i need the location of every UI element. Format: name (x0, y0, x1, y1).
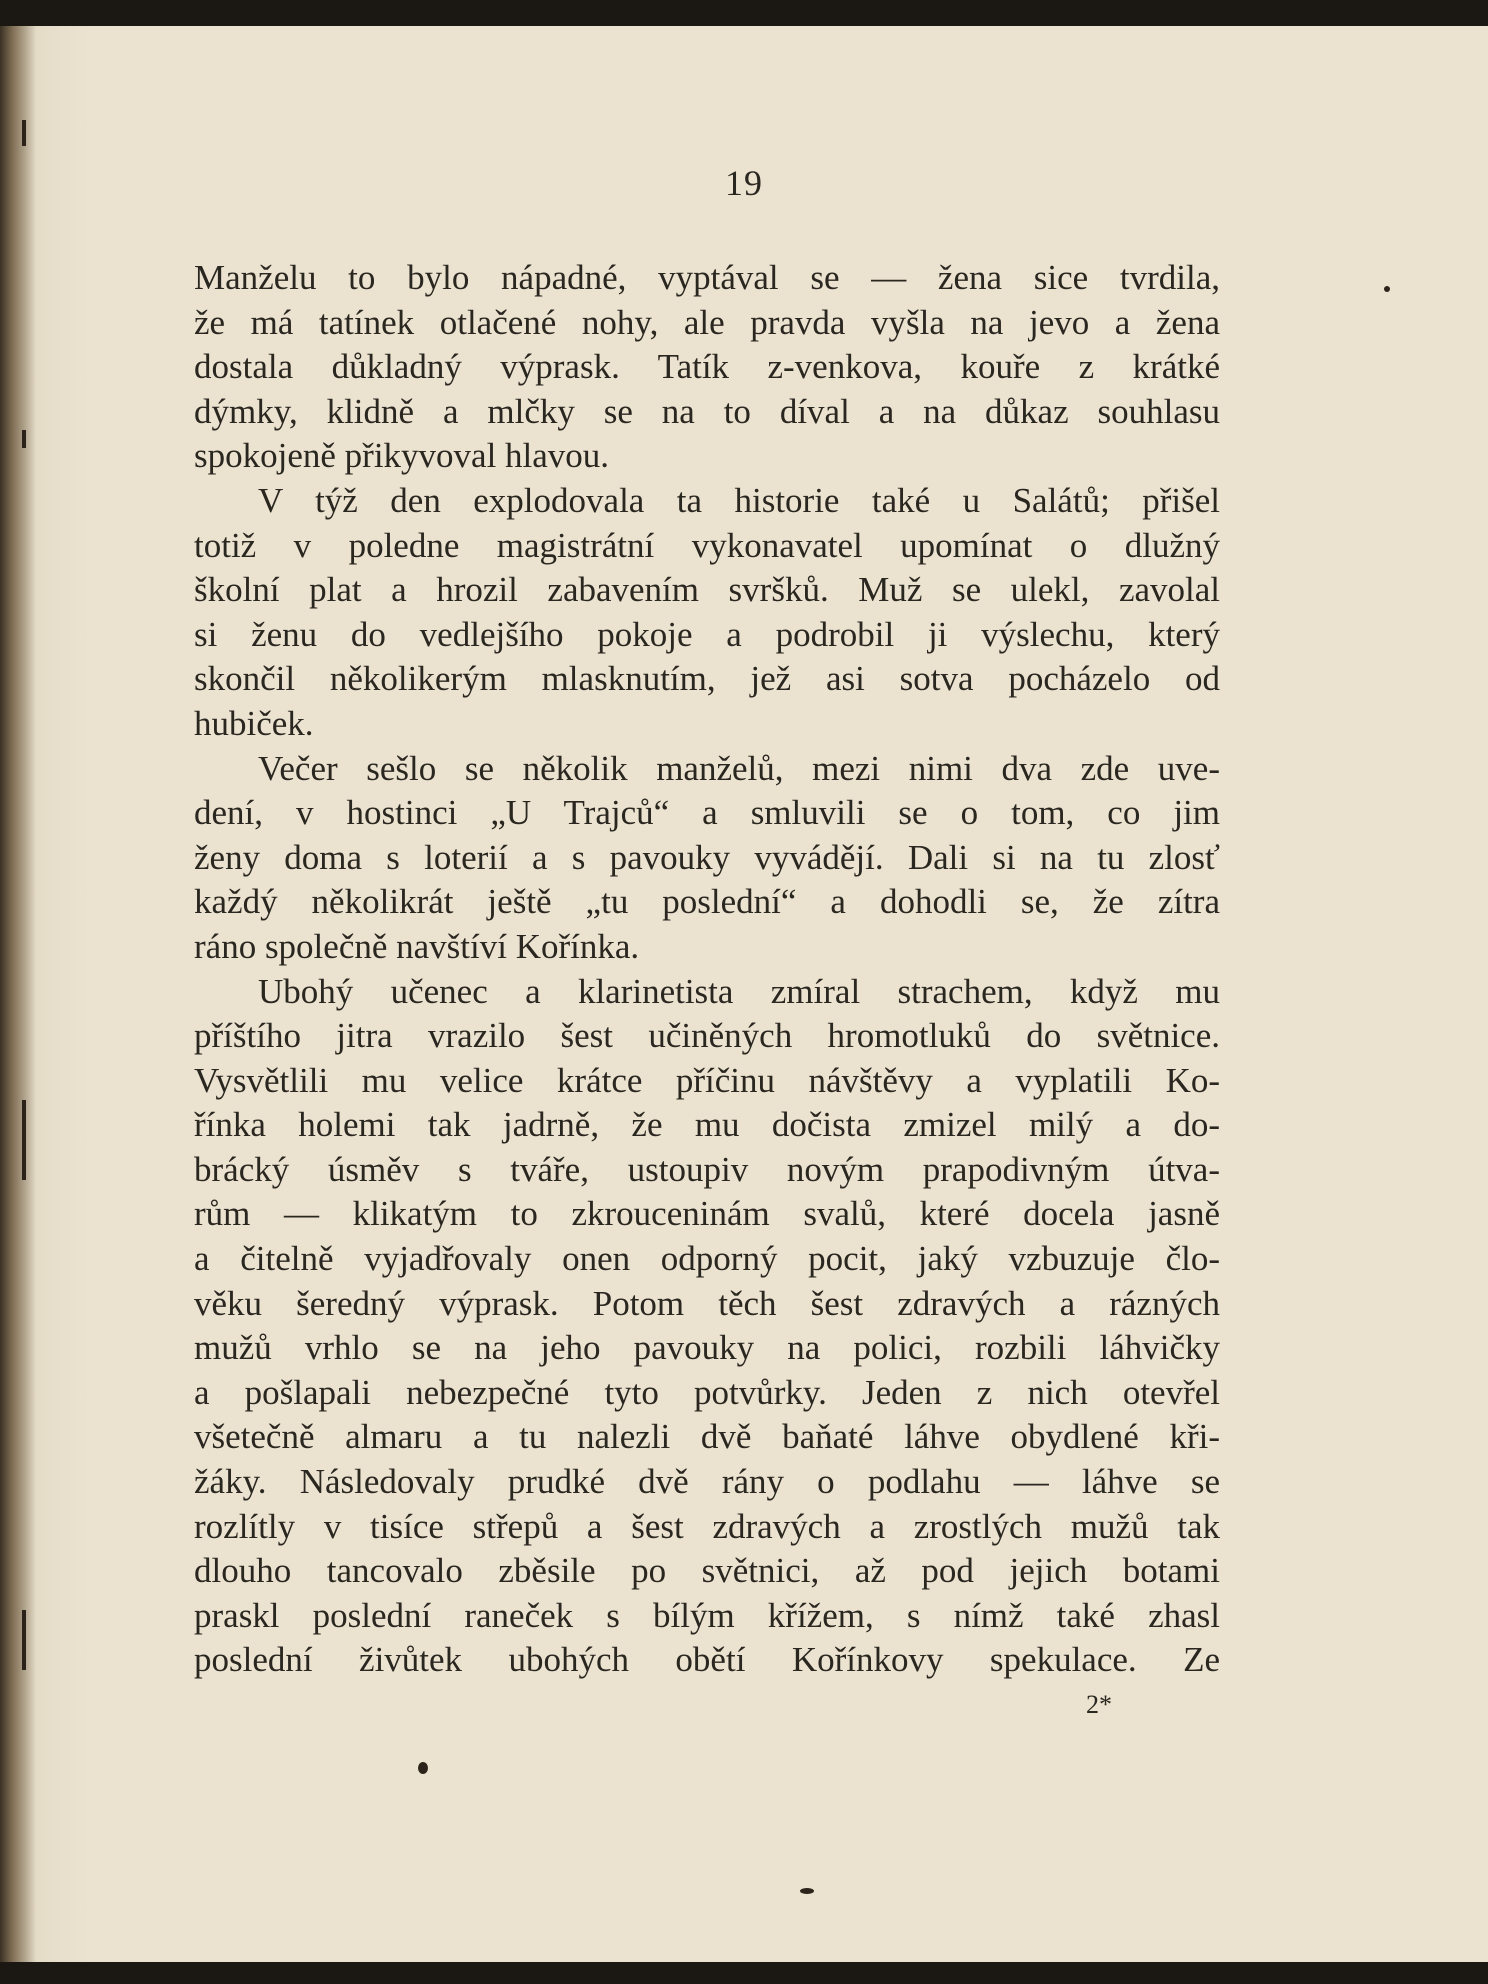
text-line: žáky. Následovaly prudké dvě rány o podlahu — láhve se (194, 1462, 1220, 1502)
text-line: totiž v poledne magistrátní vykonavatel upomínat o dlužný (194, 525, 1220, 565)
text-line: V týž den explodovala ta historie také u Salátů; přišel (258, 480, 1220, 520)
text-line: Vysvětlili mu velice krátce příčinu návštěvy a vyplatili Ko- (194, 1060, 1220, 1100)
text-line: ženy doma s loterií a s pavouky vyvádějí. Dali si na tu zlosť (194, 837, 1220, 877)
margin-speck (418, 1762, 428, 1774)
paragraph-4 (194, 970, 1220, 1684)
margin-speck (1384, 286, 1390, 292)
text-line: dení, v hostinci „U Trajců“ a smluvili se o tom, co jim (194, 793, 1220, 833)
text-line: a pošlapali nebezpečné tyto potvůrky. Jeden z nich otevřel (194, 1372, 1220, 1412)
text-line: dostala důkladný výprask. Tatík z-venkova, kouře z krátké (194, 347, 1220, 387)
paragraph-2 (194, 479, 1220, 747)
text-line: si ženu do vedlejšího pokoje a podrobil ji výslechu, který (194, 614, 1220, 654)
text-line: brácký úsměv s tváře, ustoupiv novým prapodivným útva- (194, 1149, 1220, 1189)
text-line: mužů vrhlo se na jeho pavouky na polici, rozbili láhvičky (194, 1328, 1220, 1368)
margin-speck (800, 1888, 814, 1894)
text-line: že má tatínek otlačené nohy, ale pravda vyšla na jevo a žena (194, 302, 1220, 342)
text-line: rům — klikatým to zkrouceninám svalů, které docela jasně (194, 1194, 1220, 1234)
binding-gutter-shadow (0, 26, 36, 1962)
text-line: skončil několikerým mlasknutím, jež asi sotva pocházelo od (194, 659, 1220, 699)
text-line: řínka holemi tak jadrně, že mu dočista zmizel milý a do- (194, 1105, 1220, 1145)
text-line: Manželu to bylo nápadné, vyptával se — žena sice tvrdila, (194, 258, 1220, 297)
text-line: dýmky, klidně a mlčky se na to díval a na důkaz souhlasu (194, 391, 1220, 431)
text-line: všetečně almaru a tu nalezli dvě baňaté láhve obydlené kři- (194, 1417, 1220, 1457)
binding-edge-mark (22, 1610, 26, 1670)
binding-edge-mark (22, 1100, 26, 1180)
text-line: poslední živůtek ubohých obětí Kořínkovy spekulace. Ze (194, 1640, 1220, 1680)
paragraph-3 (194, 747, 1220, 970)
text-line: a čitelně vyjadřovaly onen odporný pocit, jaký vzbuzuje člo- (194, 1239, 1220, 1279)
text-line: školní plat a hrozil zabavením svršků. Muž se ulekl, zavolal (194, 570, 1220, 610)
text-line: každý několikrát ještě „tu poslední“ a dohodli se, že zítra (194, 882, 1220, 922)
text-line: hubiček. (194, 703, 314, 743)
paragraph-1 (194, 256, 1220, 479)
binding-edge-mark (22, 430, 26, 448)
text-line: praskl poslední raneček s bílým křížem, s nímž také zhasl (194, 1595, 1220, 1635)
body-text (194, 256, 1220, 1683)
text-line: věku šeredný výprask. Potom těch šest zdravých a rázných (194, 1283, 1220, 1323)
text-line: spokojeně přikyvoval hlavou. (194, 436, 610, 476)
signature-mark: 2* (1086, 1690, 1112, 1719)
text-line: dlouho tancovalo zběsile po světnici, až pod jejich botami (194, 1551, 1220, 1591)
text-line: Večer sešlo se několik manželů, mezi nimi dva zde uve- (258, 748, 1220, 788)
binding-edge-mark (22, 120, 26, 146)
text-line: ráno společně navštíví Kořínka. (194, 926, 640, 966)
text-line: příštího jitra vrazilo šest učiněných hromotluků do světnice. (194, 1016, 1220, 1056)
page-number: 19 (725, 163, 763, 203)
text-line: Ubohý učenec a klarinetista zmíral strachem, když mu (258, 971, 1220, 1011)
text-line: rozlítly v tisíce střepů a šest zdravých a zrostlých mužů tak (194, 1506, 1220, 1546)
